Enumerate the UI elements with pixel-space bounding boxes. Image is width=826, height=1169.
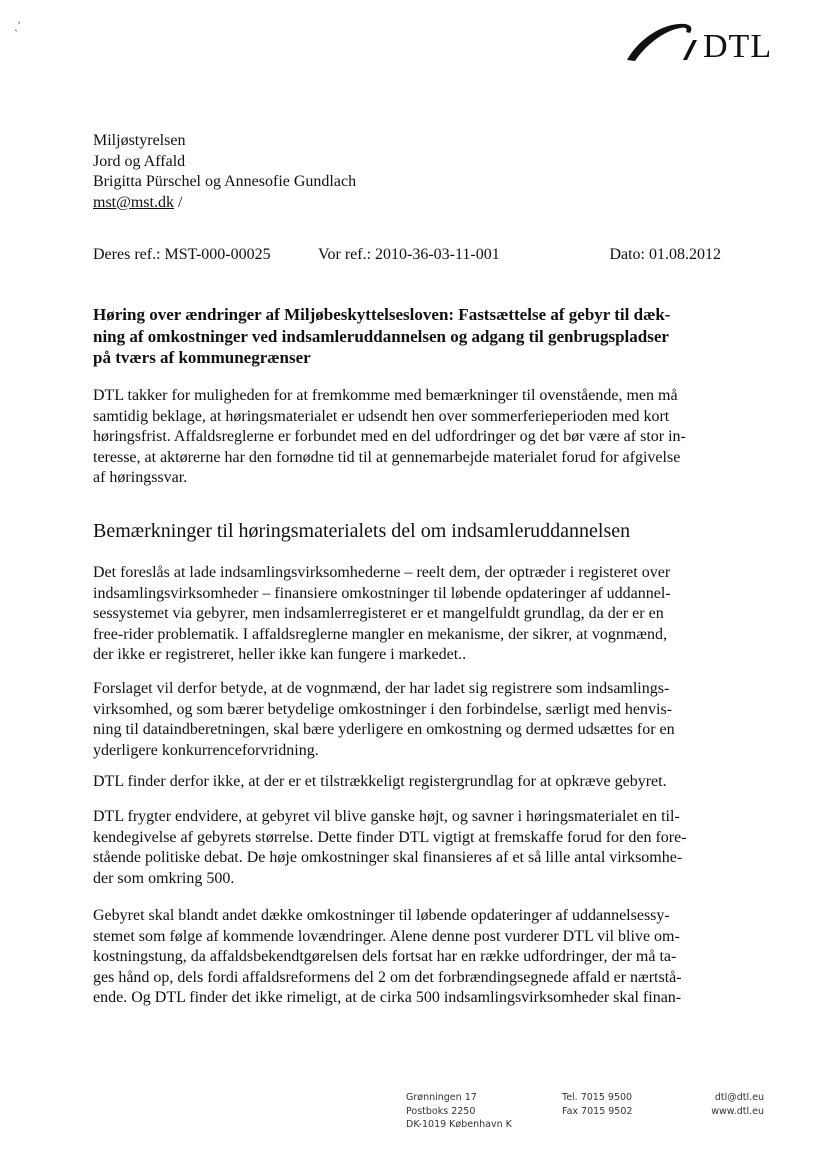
text-line: der ikke er registreret, heller ikke kan fungere i markedet.. — [93, 646, 467, 663]
text-line: ende. Og DTL finder det ikke rimeligt, at de cirka 500 indsamlingsvirksomheder skal finan- — [93, 989, 682, 1006]
text-line: kostningstung, da affaldsbekendtgørelsen dels fortsat har en række udfordringer, der må ta- — [93, 948, 677, 965]
footer-line: Fax 7015 9502 — [562, 1105, 633, 1117]
text-line: teresse, at aktørerne har den fornødne tid til at gennemarbejde materialet forud for afgivelse — [93, 448, 681, 466]
letter-title — [93, 304, 723, 369]
title-line: ning af omkostninger ved indsamleruddannelsen og adgang til genbrugspladser — [93, 326, 669, 346]
body-paragraph — [93, 772, 723, 793]
text-line: samtidig beklage, at høringsmaterialet er udsendt hen over sommerferieperioden med kort — [93, 407, 670, 425]
footer-line: Grønningen 17 — [406, 1092, 477, 1103]
text-line: stående politiske debat. De høje omkostninger skal finansieres af et så lille antal virksomhe- — [93, 849, 683, 866]
footer-address — [406, 1091, 512, 1132]
footer-email-link[interactable]: dtl@dtl.eu — [714, 1092, 764, 1103]
dtl-logo — [625, 18, 785, 65]
corner-mark: ˏ' — [14, 18, 21, 32]
text-line: Forslaget vil derfor betyde, at de vognmænd, der har ladet sig registrere som indsamlings- — [93, 680, 670, 697]
title-line: på tværs af kommunegrænser — [93, 348, 311, 367]
text-line: DTL finder derfor ikke, at der er et tilstrækkeligt registergrundlag for at opkræve gebyret. — [93, 773, 667, 790]
footer-line: DK-1019 København K — [406, 1119, 512, 1130]
text-line: virksomhed, og som bærer betydelige omkostninger i den forbindelse, særligt med henvis- — [93, 700, 673, 718]
text-line: af høringssvar. — [93, 469, 188, 486]
body-paragraph — [93, 807, 723, 889]
text-line: høringsfrist. Affaldsreglerne er forbundet med en del udfordringer og det bør være af stor in- — [93, 428, 686, 445]
recipient-line: Miljøstyrelsen — [93, 132, 186, 149]
title-line: Høring over ændringer af Miljøbeskyttelsesloven: Fastsættelse af gebyr til dæk- — [93, 305, 671, 324]
text-line: Det foreslås at lade indsamlingsvirksomhederne – reelt dem, der optræder i registeret over — [93, 564, 671, 581]
body-paragraph — [93, 679, 723, 761]
footer-line: Postboks 2250 — [406, 1105, 476, 1117]
recipient-email-link[interactable]: mst@mst.dk — [93, 193, 174, 211]
footer-phone — [562, 1091, 632, 1118]
text-line: ning til dataindberetningen, skal bære yderligere en omkostning og dermed udsættes for en — [93, 721, 675, 738]
text-line: ges hånd op, dels fordi affaldsreformens del 2 om det forbrændingsegnede affald er nærtstå- — [93, 968, 682, 986]
recipient-email-line — [93, 193, 356, 214]
text-line: indsamlingsvirksomheder – finansiere omkostninger til løbende opdateringer af uddannel- — [93, 584, 671, 602]
section-heading: Bemærkninger til høringsmaterialets del om indsamleruddannelsen — [93, 520, 631, 542]
body-paragraph — [93, 563, 723, 666]
text-line: DTL frygter endvidere, at gebyret vil blive ganske højt, og savner i høringsmaterialet en til- — [93, 808, 680, 825]
text-line: stemet som følge af kommende lovændringer. Alene denne post vurderer DTL vil blive om- — [93, 927, 680, 945]
recipient-line: Jord og Affald — [93, 152, 186, 170]
text-line: sessystemet via gebyrer, men indsamlerregisteret er et mangelfuldt grundlag, da der er en — [93, 605, 664, 622]
logo-wordmark: DTL — [703, 28, 773, 65]
deres-ref: Deres ref.: MST-000-00025 — [93, 246, 271, 263]
recipient-block — [93, 131, 356, 213]
recipient-line: Brigitta Pürschel og Annesofie Gundlach — [93, 173, 357, 190]
dtl-swoosh-icon — [625, 18, 701, 62]
reference-line — [93, 246, 721, 266]
email-suffix: / — [173, 193, 183, 211]
text-line: der som omkring 500. — [93, 869, 235, 887]
footer-web — [711, 1091, 764, 1118]
vor-ref: Vor ref.: 2010-36-03-11-001 — [318, 246, 500, 263]
intro-paragraph — [93, 386, 723, 489]
footer-website-link[interactable]: www.dtl.eu — [711, 1105, 764, 1117]
text-line: kendegivelse af gebyrets størrelse. Dette finder DTL vigtigt at fremskaffe forud for den fore- — [93, 828, 687, 846]
footer-line: Tel. 7015 9500 — [562, 1092, 633, 1103]
text-line: DTL takker for muligheden for at fremkomme med bemærkninger til ovenstående, men må — [93, 387, 678, 404]
text-line: free-rider problematik. I affaldsreglerne mangler en mekanisme, der sikrer, at vognmænd, — [93, 625, 667, 643]
body-paragraph — [93, 906, 723, 1009]
text-line: yderligere konkurrenceforvridning. — [93, 741, 319, 759]
text-line: Gebyret skal blandt andet dække omkostninger til løbende opdateringer af uddannelsessy- — [93, 907, 670, 924]
date: Dato: 01.08.2012 — [609, 246, 721, 263]
